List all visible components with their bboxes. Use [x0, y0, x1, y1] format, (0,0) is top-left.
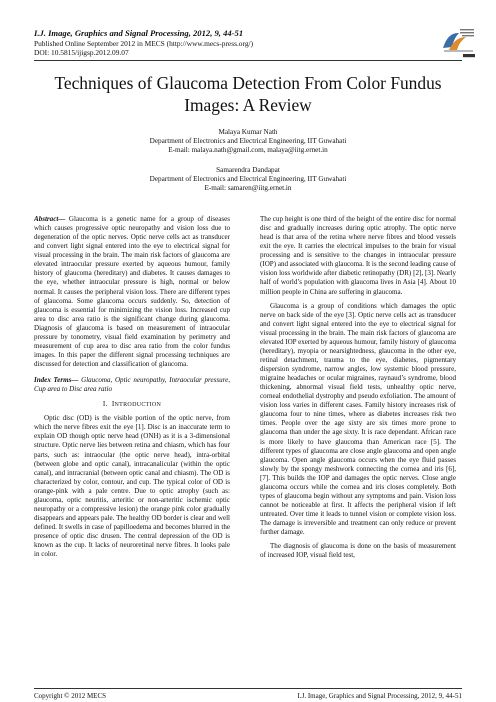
footer-copyright: Copyright © 2012 MECS [34, 692, 107, 700]
index-terms [34, 376, 230, 394]
index-terms-label: Index Terms— [34, 376, 79, 385]
publisher-logo-icon [440, 27, 476, 59]
author-block-1 [34, 128, 462, 155]
paper-title: Techniques of Glaucoma Detection From Color Fundus Images: A Review [54, 73, 442, 115]
journal-name: I.J. Image, Graphics and Signal Processing, 2012, 9, 44-51 [34, 28, 244, 38]
footer-rule [34, 688, 462, 689]
abstract [34, 215, 230, 369]
section-number: I. [102, 400, 108, 409]
header-rule [34, 60, 462, 61]
footer-journal: I.J. Image, Graphics and Signal Processing, 2012, 9, 44-51 [297, 692, 462, 700]
section-heading [34, 400, 230, 410]
index-terms-text: Glaucoma, Optic neuropathy, Intraocular pressure, Cup area to Disc area ratio [34, 376, 230, 394]
author-name: Malaya Kumar Nath [218, 128, 278, 136]
abstract-text: Glaucoma is a genetic name for a group of diseases which causes progressive optic neuropathy and vision loss due to degeneration of the optic nerves. Optic nerve cells act as transducer and convert light signal entered into the eye to electrical signal for visual processing in the brain. The main risk factors of glaucoma are elevated intraocular pressure exerted by aqueous humour, family history of glaucoma (hereditary) and diabetes. It causes damages to the eye, whether intraocular pressure is high, normal or below normal. It causes the peripheral vision loss. There are different types of glaucoma. Some glaucoma occurs suddenly. So, detection of glaucoma is essential for minimizing the vision loss. Increased cup area to disc area ratio is the significant change during glaucoma. Diagnosis of glaucoma is based on measurement of intraocular pressure by tonometry, visual field examination by perimetry and measurement of cup area to disc area ratio from the color fundus images. In this paper the different signal processing techniques are discussed for detection and classification of glaucoma. [34, 215, 231, 368]
author-email: E-mail: malaya.nath@gmail.com, malaya@iitg.ernet.in [168, 146, 328, 154]
paragraph: The diagnosis of glaucoma is done on the basis of measurement of increased IOP, visual field test, [260, 542, 456, 560]
author-affiliation: Department of Electronics and Electrical Engineering, IIT Guwahati [149, 137, 347, 145]
section-title-initial: I [111, 400, 115, 409]
paragraph: The cup height is one third of the height of the entire disc for normal disc and gradually increases during optic atrophy. The optic nerve head is that area of the retina where nerve fibres and blood vessels exit the eye. It carries the electrical impulses to the brain for visual processing and is sensitive to the changes in intraocular pressure (IOP) and associated with glaucoma. It is the second leading cause of vision loss worldwide after diabetic retinopathy (DR) [2], [3]. Nearly half of world’s population with glaucoma lives in Asia [4]. About 10 million people in China are suffering in glaucoma. [260, 215, 456, 296]
author-block-2 [34, 166, 462, 193]
left-column [34, 215, 230, 559]
author-email: E-mail: samaren@iitg.ernet.in [204, 184, 292, 192]
journal-doi: DOI: 10.5815/ijigsp.2012.09.07 [34, 48, 129, 57]
section-title-rest: NTRODUCTION [114, 402, 162, 409]
journal-published-line: Published Online September 2012 in MECS (http://www.mecs-press.org/) [34, 39, 254, 48]
paragraph: Optic disc (OD) is the visible portion of the optic nerve, from which the nerve fibres exit the eye [1]. Disc is an inaccurate term to explain OD though optic nerve head (ONH) as it is a 3-dimensional structure. Optic nerve lies between retina and chiasm, which has four parts, such as: intraocular (the optic nerve head), intra-orbital (between globe and optic canal), intracanalicular (within the optic canal), and intracranial (between optic canal and chiasm). The OD is characterized by color, contour, and cup. The typical color of OD is orange-pink with a pale centre. Due to optic atrophy (such as: glaucoma, optic neuritis, arteritic or non-arteritic ischemic optic neuropathy or a compressive lesion) the orange pink color gradually disappears and appears pale. The healthy OD border is clear and well defined. It swells in case of papilloedema and becomes blurred in the presence of optic disc drusen. The central depression of the OD is known as the cup. It lacks of neuroretinal nerve fibres. It looks pale in color. [34, 414, 230, 559]
author-name: Samarendra Dandapat [216, 166, 280, 174]
abstract-label: Abstract— [34, 215, 66, 223]
paragraph: Glaucoma is a group of conditions which damages the optic nerve on back side of the eye [3]. Optic nerve cells act as transducer and convert light signal entered into the eye to electrical signal for visual processing in the brain. The main risk factors of glaucoma are elevated IOP exerted by aqueous humour, family history of glaucoma (hereditary), myopia or nearsightedness, glaucoma in the other eye, retinal detachment, trauma to the eye, diabetes, pigmentary dispersion syndrome, narrow angles, low systemic blood pressure, migraine headaches or ocular migraines, raynaud’s syndrome, blood thickening, abnormal visual field tests, unhealthy optic nerve, corneal endothelial dystrophy and pseudo exfoliation. The amount of vision loss varies in different cases. Family history increases risk of glaucoma four to nine times, where as diabetes increases risk two times. People over the age sixty are six times more prone to glaucoma than under the age sixty. It is race dependant. African race is more likely to have glaucoma than American race [5]. The different types of glaucoma are close angle glaucoma and open angle glaucoma. Open angle glaucoma occurs when the eye fluid passes slowly by the spongy meshwork connecting the cornea and iris [6], [7]. This builds the IOP and damages the optic nerves. Close angle glaucoma occurs while the cornea and iris closes completely. Both types of glaucoma begin without any symptoms and pain. Vision loss cannot be noticeable at first. It affects the peripheral vision if left untreated. Over time it leads to tunnel vision or complete vision loss. The damage is irreversible and treatment can only reduce or prevent further damage. [260, 301, 456, 537]
author-affiliation: Department of Electronics and Electrical Engineering, IIT Guwahati [149, 175, 347, 183]
right-column [260, 215, 456, 560]
